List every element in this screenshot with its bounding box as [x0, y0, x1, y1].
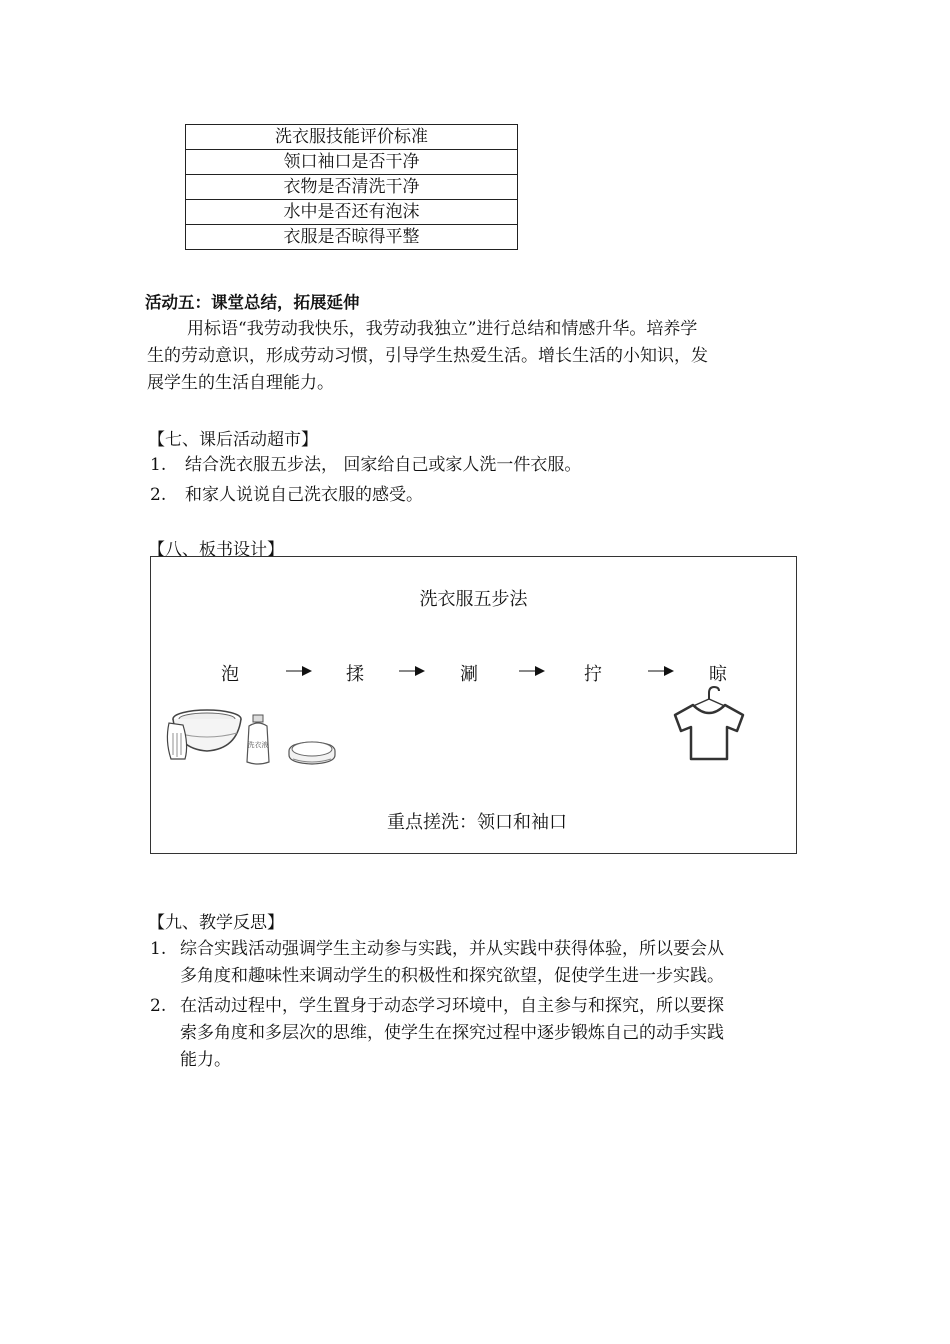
activity5-title: 活动五：课堂总结，拓展延伸: [145, 293, 360, 312]
list-text-line: 索多角度和多层次的思维，使学生在探究过程中逐步锻炼自己的动手实践: [180, 1023, 724, 1043]
list-number: 2.: [150, 485, 167, 505]
list-number: 1.: [150, 455, 167, 475]
activity5-paragraph-line-3: 展学生的生活自理能力。: [147, 373, 334, 393]
detergent-bottle-icon: [243, 714, 273, 766]
table-cell: 衣服是否晾得平整: [186, 225, 518, 250]
activity5-paragraph-line-1: 用标语“我劳动我快乐，我劳动我独立”进行总结和情感升华。培养学: [187, 319, 698, 339]
section7-title: 【七、课后活动超市】: [148, 430, 318, 450]
shirt-hanger-icon: [669, 681, 749, 763]
table-header: 洗衣服技能评价标准: [186, 125, 518, 150]
section9-title: 【九、教学反思】: [148, 913, 284, 933]
list-number: 1.: [150, 939, 167, 959]
table-row: [186, 175, 518, 200]
board-design: [150, 556, 797, 854]
table-row: [186, 225, 518, 250]
table-cell: 衣物是否清洗干净: [186, 175, 518, 200]
list-text-line: 能力。: [180, 1050, 231, 1070]
list-text-line: 多角度和趣味性来调动学生的积极性和探究欲望，促使学生进一步实践。: [180, 966, 724, 986]
list-item: [150, 452, 582, 479]
step-rub: 揉: [346, 664, 364, 685]
arrow-right-icon: [648, 661, 676, 681]
list-number: 2.: [150, 996, 167, 1016]
activity5-paragraph-line-2: 生的劳动意识，形成劳动习惯，引导学生热爱生活。增长生活的小知识，发: [147, 346, 708, 366]
evaluation-table: [185, 124, 518, 250]
step-rinse: 涮: [460, 664, 478, 685]
board-footer: 重点搓洗：领口和袖口: [387, 812, 567, 833]
soap-icon: [285, 733, 339, 767]
list-text-line: 在活动过程中，学生置身于动态学习环境中，自主参与和探究，所以要探: [180, 996, 724, 1016]
table-row: [186, 150, 518, 175]
step-dry: 晾: [709, 664, 727, 685]
detergent-label: 洗衣液: [247, 741, 269, 749]
table-row: [186, 125, 518, 150]
list-item: [150, 993, 166, 1020]
list-text: 结合洗衣服五步法， 回家给自己或家人洗一件衣服。: [185, 455, 582, 475]
step-soak: 泡: [221, 664, 239, 685]
list-item: [150, 482, 423, 509]
table-cell: 水中是否还有泡沫: [186, 200, 518, 225]
list-text-line: 综合实践活动强调学生主动参与实践，并从实践中获得体验，所以要会从: [180, 939, 724, 959]
board-title: 洗衣服五步法: [419, 589, 528, 610]
arrow-right-icon: [286, 661, 314, 681]
list-item: [150, 936, 166, 963]
arrow-right-icon: [399, 661, 427, 681]
table-row: [186, 200, 518, 225]
section8-title: 【八、板书设计】: [148, 540, 284, 560]
step-wring: 拧: [584, 664, 602, 685]
arrow-right-icon: [519, 661, 547, 681]
wash-basin-icon: [163, 705, 243, 765]
table-cell: 领口袖口是否干净: [186, 150, 518, 175]
list-text: 和家人说说自己洗衣服的感受。: [185, 485, 423, 505]
